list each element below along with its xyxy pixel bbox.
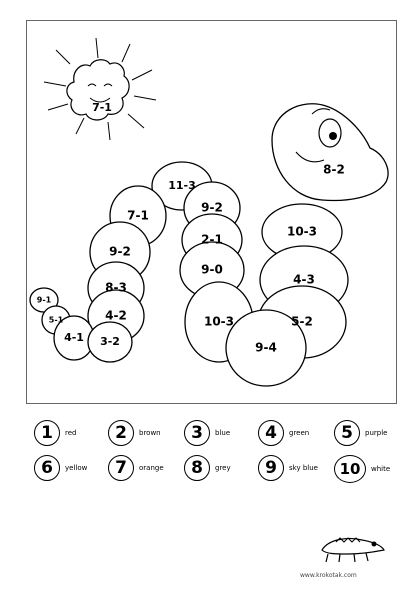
- legend-item: [334, 455, 390, 483]
- legend-item: [34, 420, 76, 446]
- legend-number: 4: [258, 420, 284, 446]
- legend-color-name: white: [371, 465, 391, 473]
- brand-url: www.krokotak.com: [300, 572, 357, 579]
- legend-item: [108, 420, 161, 446]
- segment-label: 8-3: [105, 280, 127, 295]
- legend-item: [184, 455, 231, 481]
- legend-color-name: brown: [139, 429, 161, 437]
- legend-color-name: orange: [139, 464, 164, 472]
- legend-number: 2: [108, 420, 134, 446]
- segment-label: 9-4: [255, 340, 277, 355]
- legend-color-name: green: [289, 429, 310, 437]
- legend-item: [258, 455, 318, 481]
- legend-item: [184, 420, 230, 446]
- legend-item: [108, 455, 164, 481]
- segment-label: 4-3: [293, 272, 315, 287]
- segment-label: 2-1: [201, 232, 223, 247]
- legend-number: 3: [184, 420, 210, 446]
- segment-label: 9-2: [109, 244, 131, 259]
- head-label: 8-2: [323, 162, 345, 177]
- segment-label: 5-2: [291, 314, 313, 329]
- legend-number: 1: [34, 420, 60, 446]
- legend-color-name: red: [65, 429, 77, 437]
- segment-label: 5-1: [48, 315, 64, 325]
- segment-label: 3-2: [100, 335, 120, 348]
- legend-item: [258, 420, 309, 446]
- segment-label: 9-2: [201, 200, 223, 215]
- legend-number: 10: [334, 455, 366, 483]
- caterpillar-body: [30, 162, 348, 386]
- brand-logo: [318, 520, 388, 570]
- segment-label: 4-1: [64, 331, 84, 344]
- caterpillar-head: [272, 104, 388, 201]
- segment-label: 10-3: [286, 224, 318, 239]
- legend-color-name: purple: [365, 429, 388, 437]
- legend-number: 7: [108, 455, 134, 481]
- legend-number: 5: [334, 420, 360, 446]
- crocodile-logo-icon: [318, 520, 388, 570]
- legend-number: 6: [34, 455, 60, 481]
- segment-label: 10-3: [203, 314, 235, 329]
- legend-color-name: sky blue: [289, 464, 318, 472]
- segment-label: 4-2: [105, 308, 127, 323]
- sun-icon: [44, 38, 156, 140]
- legend-color-name: grey: [215, 464, 231, 472]
- sun-label: 7-1: [92, 101, 112, 114]
- legend-color-name: blue: [215, 429, 231, 437]
- segment-label: 7-1: [127, 208, 149, 223]
- segment-label: 9-0: [201, 262, 223, 277]
- segment-label: 9-1: [36, 295, 52, 305]
- legend-number: 9: [258, 455, 284, 481]
- legend-number: 8: [184, 455, 210, 481]
- caterpillar-picture: [26, 20, 397, 404]
- legend-color-name: yellow: [65, 464, 88, 472]
- segment-label: 11-3: [168, 179, 196, 192]
- legend-item: [34, 455, 87, 481]
- legend-item: [334, 420, 387, 446]
